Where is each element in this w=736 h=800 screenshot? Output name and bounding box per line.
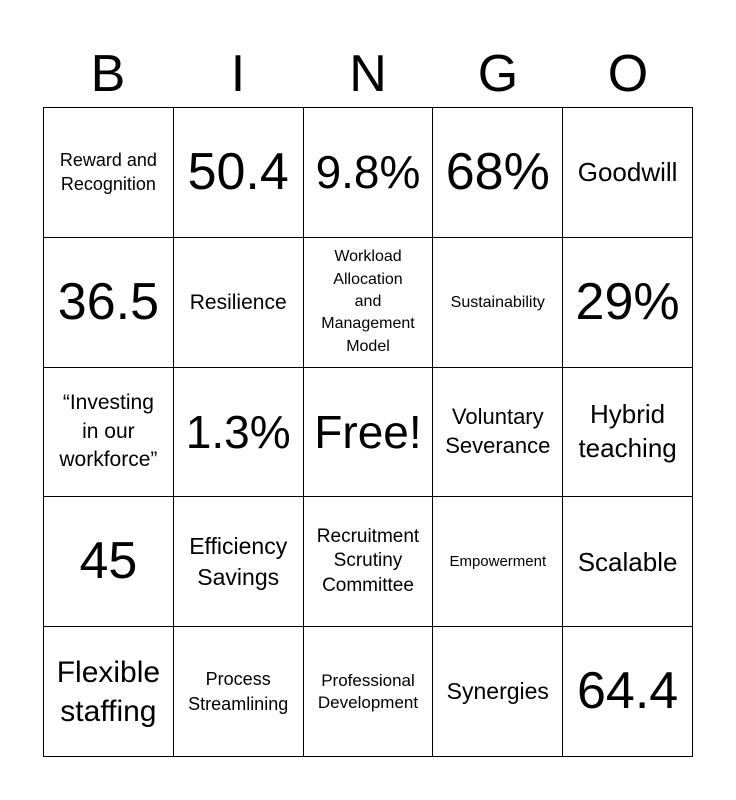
- bingo-cell[interactable]: [304, 627, 434, 757]
- header-letter-g: G: [477, 45, 519, 103]
- cell-text: Efficiency Savings: [189, 532, 288, 590]
- bingo-cell[interactable]: [44, 238, 174, 368]
- cell-text: Flexible staffing: [56, 655, 161, 728]
- bingo-cell[interactable]: [433, 627, 563, 757]
- bingo-cell[interactable]: [304, 497, 434, 627]
- bingo-cell[interactable]: [563, 368, 693, 498]
- bingo-cell[interactable]: [304, 238, 434, 368]
- header-letter-b: B: [90, 45, 126, 103]
- cell-text: 45: [79, 532, 138, 591]
- bingo-cell[interactable]: [174, 627, 304, 757]
- cell-text: Reward and Recognition: [59, 150, 157, 195]
- cell-text: Empowerment: [449, 552, 547, 570]
- cell-text: Synergies: [446, 678, 549, 705]
- bingo-header: [43, 40, 693, 108]
- bingo-cell[interactable]: [433, 238, 563, 368]
- bingo-cell[interactable]: [563, 497, 693, 627]
- bingo-cell[interactable]: [433, 108, 563, 238]
- cell-text: Workload Allocation and Management Model: [321, 248, 415, 355]
- cell-text: 64.4: [576, 662, 679, 720]
- cell-text: 9.8%: [315, 146, 421, 199]
- cell-text: Hybrid teaching: [578, 399, 677, 463]
- header-letter-n: N: [349, 45, 387, 103]
- cell-text: Voluntary Severance: [445, 404, 551, 458]
- bingo-board: [43, 107, 693, 757]
- bingo-cell[interactable]: [304, 108, 434, 238]
- bingo-cell[interactable]: [44, 368, 174, 498]
- cell-text: 29%: [575, 272, 680, 331]
- bingo-cell[interactable]: [563, 108, 693, 238]
- bingo-cell[interactable]: [44, 108, 174, 238]
- bingo-cell[interactable]: [433, 497, 563, 627]
- bingo-cell[interactable]: [304, 368, 434, 498]
- cell-text: Recruitment Scrutiny Committee: [316, 525, 420, 597]
- bingo-cell[interactable]: [44, 627, 174, 757]
- bingo-cell[interactable]: [174, 497, 304, 627]
- cell-text: Goodwill: [577, 157, 678, 188]
- bingo-cell[interactable]: [563, 627, 693, 757]
- bingo-cell[interactable]: [44, 497, 174, 627]
- bingo-cell[interactable]: [563, 238, 693, 368]
- bingo-cell[interactable]: [174, 108, 304, 238]
- cell-free-space: Free!: [314, 405, 422, 458]
- cell-text: Scalable: [577, 546, 678, 577]
- cell-text: 1.3%: [185, 405, 291, 458]
- bingo-cell[interactable]: [433, 368, 563, 498]
- cell-text: Sustainability: [450, 293, 545, 311]
- cell-text: Process Streamlining: [188, 669, 289, 714]
- header-letter-o: O: [607, 45, 649, 103]
- cell-text: 50.4: [187, 142, 289, 201]
- cell-text: Professional Development: [317, 670, 419, 712]
- header-letter-i: I: [230, 45, 246, 103]
- bingo-cell[interactable]: [174, 368, 304, 498]
- cell-text: Resilience: [189, 290, 287, 314]
- bingo-cell[interactable]: [174, 238, 304, 368]
- cell-text: 36.5: [57, 272, 159, 331]
- cell-text: “Investing in our workforce”: [59, 391, 158, 472]
- cell-text: 68%: [445, 142, 550, 201]
